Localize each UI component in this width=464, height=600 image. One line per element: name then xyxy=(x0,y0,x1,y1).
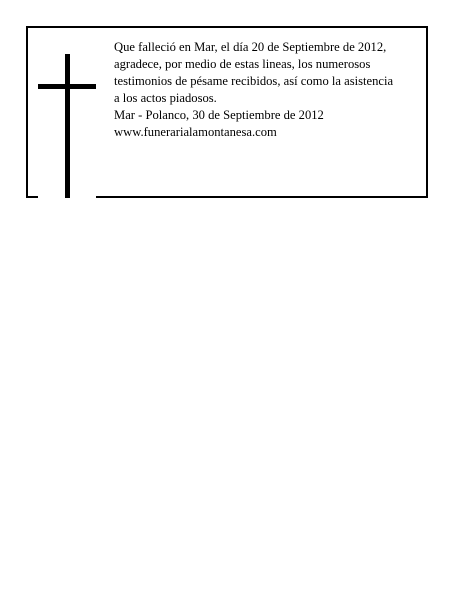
notice-text xyxy=(114,39,420,141)
notice-border-left xyxy=(26,26,28,196)
cross-horizontal-bar xyxy=(38,84,96,89)
cross-vertical-bar xyxy=(65,54,70,198)
notice-border-right xyxy=(426,26,428,198)
notice-line-2: agradece, por medio de estas lineas, los numerosos xyxy=(114,57,371,71)
funeral-home-website: www.funerarialamontanesa.com xyxy=(114,125,277,139)
notice-line-4: a los actos piadosos. xyxy=(114,91,217,105)
notice-border-bottom-right xyxy=(96,196,428,198)
notice-border-top xyxy=(26,26,428,28)
notice-border-bottom-left xyxy=(26,196,38,198)
obituary-notice-box xyxy=(26,26,428,198)
notice-line-1: Que falleció en Mar, el día 20 de Septiembre de 2012, xyxy=(114,40,387,54)
notice-place-date: Mar - Polanco, 30 de Septiembre de 2012 xyxy=(114,108,324,122)
notice-line-3: testimonios de pésame recibidos, así como la asistencia xyxy=(114,74,394,88)
